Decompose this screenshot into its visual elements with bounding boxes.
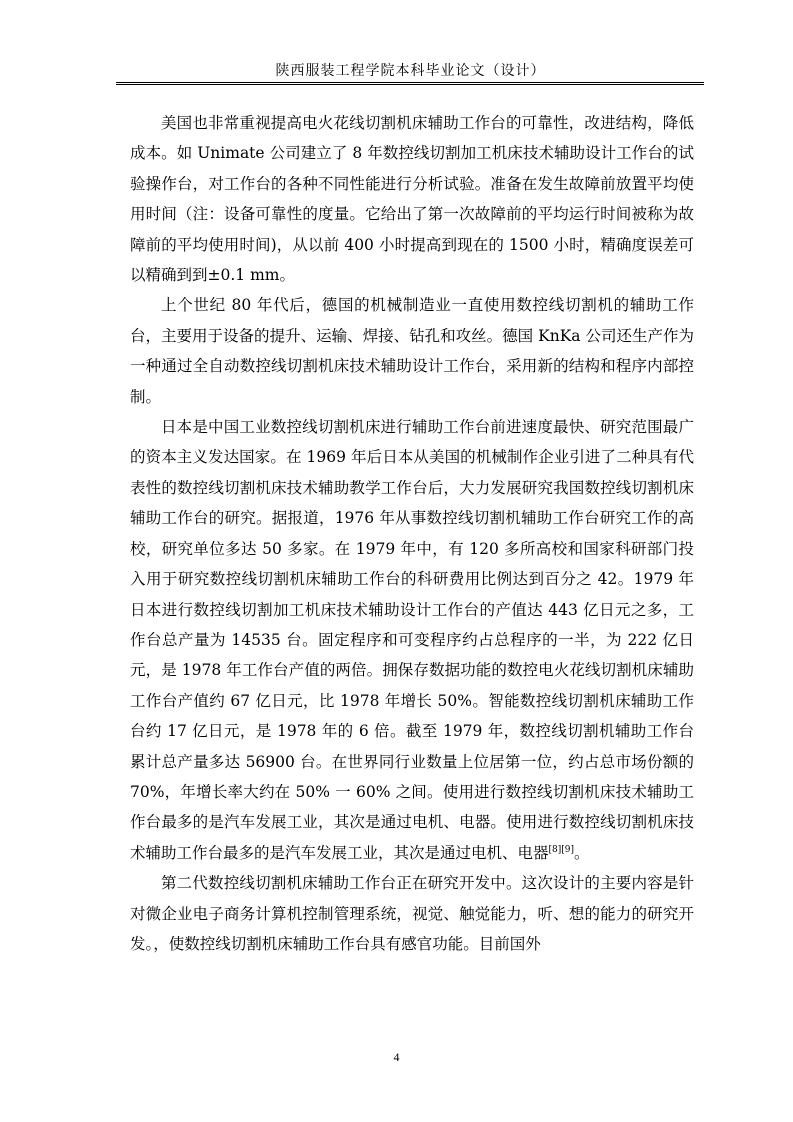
page-number: 4 <box>393 1050 400 1064</box>
paragraph-3 <box>130 412 694 868</box>
page-header: 陕西服装工程学院本科毕业论文（设计） <box>275 63 546 79</box>
paragraph-3-tail: 。 <box>574 843 590 862</box>
paragraph-3-text: 日本是中国工业数控线切割机床进行辅助工作台前进速度最快、研究范围最广的资本主义发达国家。在 1969 年后日本从美国的机械制作企业引进了二种具有代表性的数控线切割机床技术辅助教学工作台后，大力发展研究我国数控线切割机床辅助工作台的研究。据报道，1976 年从事数控线切割机辅助工作台研究工作的高校，研究单位多达 50 多家。在 1979 年中，有 120 多所高校和国家科研部门投入用于研究数控线切割机床辅助工作台的科研费用比例达到百分之 42。1979 年日本进行数控线切割加工机床技术辅助设计工作台的产值达 443 亿日元之多，工作台总产量为 14535 台。固定程序和可变程序约占总程序的一半，为 222 亿日元，是 1978 年工作台产值的两倍。拥保存数据功能的数控电火花线切割机床辅助工作台产值约 67 亿日元，比 1978 年增长 50%。智能数控线切割机床辅助工作台约 17 亿日元，是 1978 年的 6 倍。截至 1979 年，数控线切割机辅助工作台累计总产量多达 56900 台。在世界同行业数量上位居第一位，约占总市场份额的 70%，年增长率大约在 50% 一 60% 之间。使用进行数控线切割机床技术辅助工作台最多的是汽车发展工业，其次是通过电机、电器。使用进行数控线切割机床技术辅助工作台最多的是汽车发展工业，其次是通过电机、电器 <box>130 418 694 862</box>
body-text <box>130 108 694 959</box>
paragraph-2: 上个世纪 80 年代后，德国的机械制造业一直使用数控线切割机的辅助工作台，主要用于设备的提升、运输、焊接、钻孔和攻丝。德国 KnKa 公司还生产作为一种通过全自动数控线切割机床技术辅助设计工作台，采用新的结构和程序内部控制。 <box>130 296 694 406</box>
paragraph-4: 第二代数控线切割机床辅助工作台正在研究开发中。这次设计的主要内容是针对微企业电子商务计算机控制管理系统，视觉、触觉能力，听、想的能力的研究开发。，使数控线切割机床辅助工作台具有感官功能。目前国外 <box>130 874 694 953</box>
citation-8[interactable]: [8] <box>548 844 562 855</box>
citation-9[interactable]: [9] <box>561 844 575 855</box>
header-rule <box>116 82 704 85</box>
paragraph-1: 美国也非常重视提高电火花线切割机床辅助工作台的可靠性，改进结构，降低成本。如 Unimate 公司建立了 8 年数控线切割加工机床技术辅助设计工作台的试验操作台，对工作台的各种不同性能进行分析试验。准备在发生故障前放置平均使用时间（注：设备可靠性的度量。它给出了第一次故障前的平均运行时间被称为故障前的平均使用时间)，从以前 400 小时提高到现在的 1500 小时，精确度误差可以精确到到±0.1 mm。 <box>130 114 694 285</box>
